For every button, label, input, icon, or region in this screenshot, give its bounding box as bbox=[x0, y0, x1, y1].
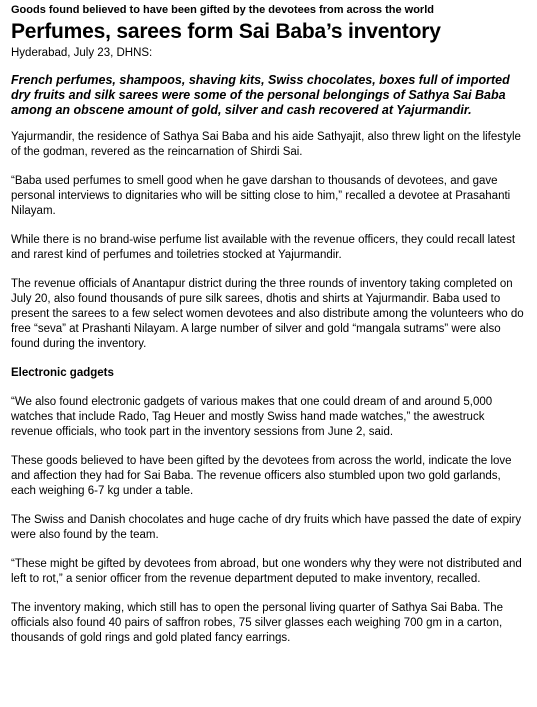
article-paragraph: While there is no brand-wise perfume list available with the revenue officers, they could recall latest and rarest kind of perfumes and toiletries stocked at Yajurmandir. bbox=[11, 234, 516, 261]
article-dateline: Hyderabad, July 23, DHNS: bbox=[11, 47, 153, 59]
article-paragraph: The revenue officials of Anantapur district during the three rounds of inventory taking completed on July 20, also found thousands of pure silk sarees, dhotis and shirts at Yajurmandir. Baba used to present the sarees to a few select women devotees and also distribute among the volunteers who do free “seva” at Prashanti Nilayam. A large number of silver and gold “mangala sutrams” were also found during the inventory. bbox=[11, 278, 524, 350]
article-paragraph: These goods believed to have been gifted by the devotees from across the world, indicate the love and affection they had for Sai Baba. The revenue officers also stumbled upon two gold garlands, each weighing 6-7 kg under a table. bbox=[11, 455, 512, 497]
article-paragraph: The inventory making, which still has to open the personal living quarter of Sathya Sai Baba. The officials also found 40 pairs of saffron robes, 75 silver glasses each weighing 700 gm in a carton, thousands of gold rings and gold plated fancy earrings. bbox=[11, 602, 504, 644]
section-subhead: Electronic gadgets bbox=[11, 367, 114, 379]
article-paragraph: “Baba used perfumes to smell good when he gave darshan to thousands of devotees, and gave personal interviews to dignitaries who will be sitting close to him,” recalled a devotee at Prasahanti Nilayam. bbox=[11, 175, 511, 217]
article-paragraph: Yajurmandir, the residence of Sathya Sai Baba and his aide Sathyajit, also threw light on the lifestyle of the godman, revered as the reincarnation of Shirdi Sai. bbox=[11, 131, 521, 158]
article-kicker: Goods found believed to have been gifted by the devotees from across the world bbox=[11, 4, 434, 16]
article-paragraph: “We also found electronic gadgets of various makes that one could dream of and around 5,000 watches that include Rado, Tag Heuer and mostly Swiss hand made watches,” the awestruck revenue officials, who took part in the inventory sessions from June 2, said. bbox=[11, 396, 493, 438]
article-headline: Perfumes, sarees form Sai Baba’s inventory bbox=[11, 20, 441, 43]
article-paragraph: “These might be gifted by devotees from abroad, but one wonders why they were not distributed and left to rot,” a senior officer from the revenue department deputed to make inventory, recalled. bbox=[11, 558, 522, 585]
article-paragraph: The Swiss and Danish chocolates and huge cache of dry fruits which have passed the date of expiry were also found by the team. bbox=[11, 514, 522, 541]
article-lede: French perfumes, shampoos, shaving kits, Swiss chocolates, boxes full of imported dry fruits and silk sarees were some of the personal belongings of Sathya Sai Baba among an obscene amount of gold, silver and cash recovered at Yajurmandir. bbox=[11, 73, 510, 117]
